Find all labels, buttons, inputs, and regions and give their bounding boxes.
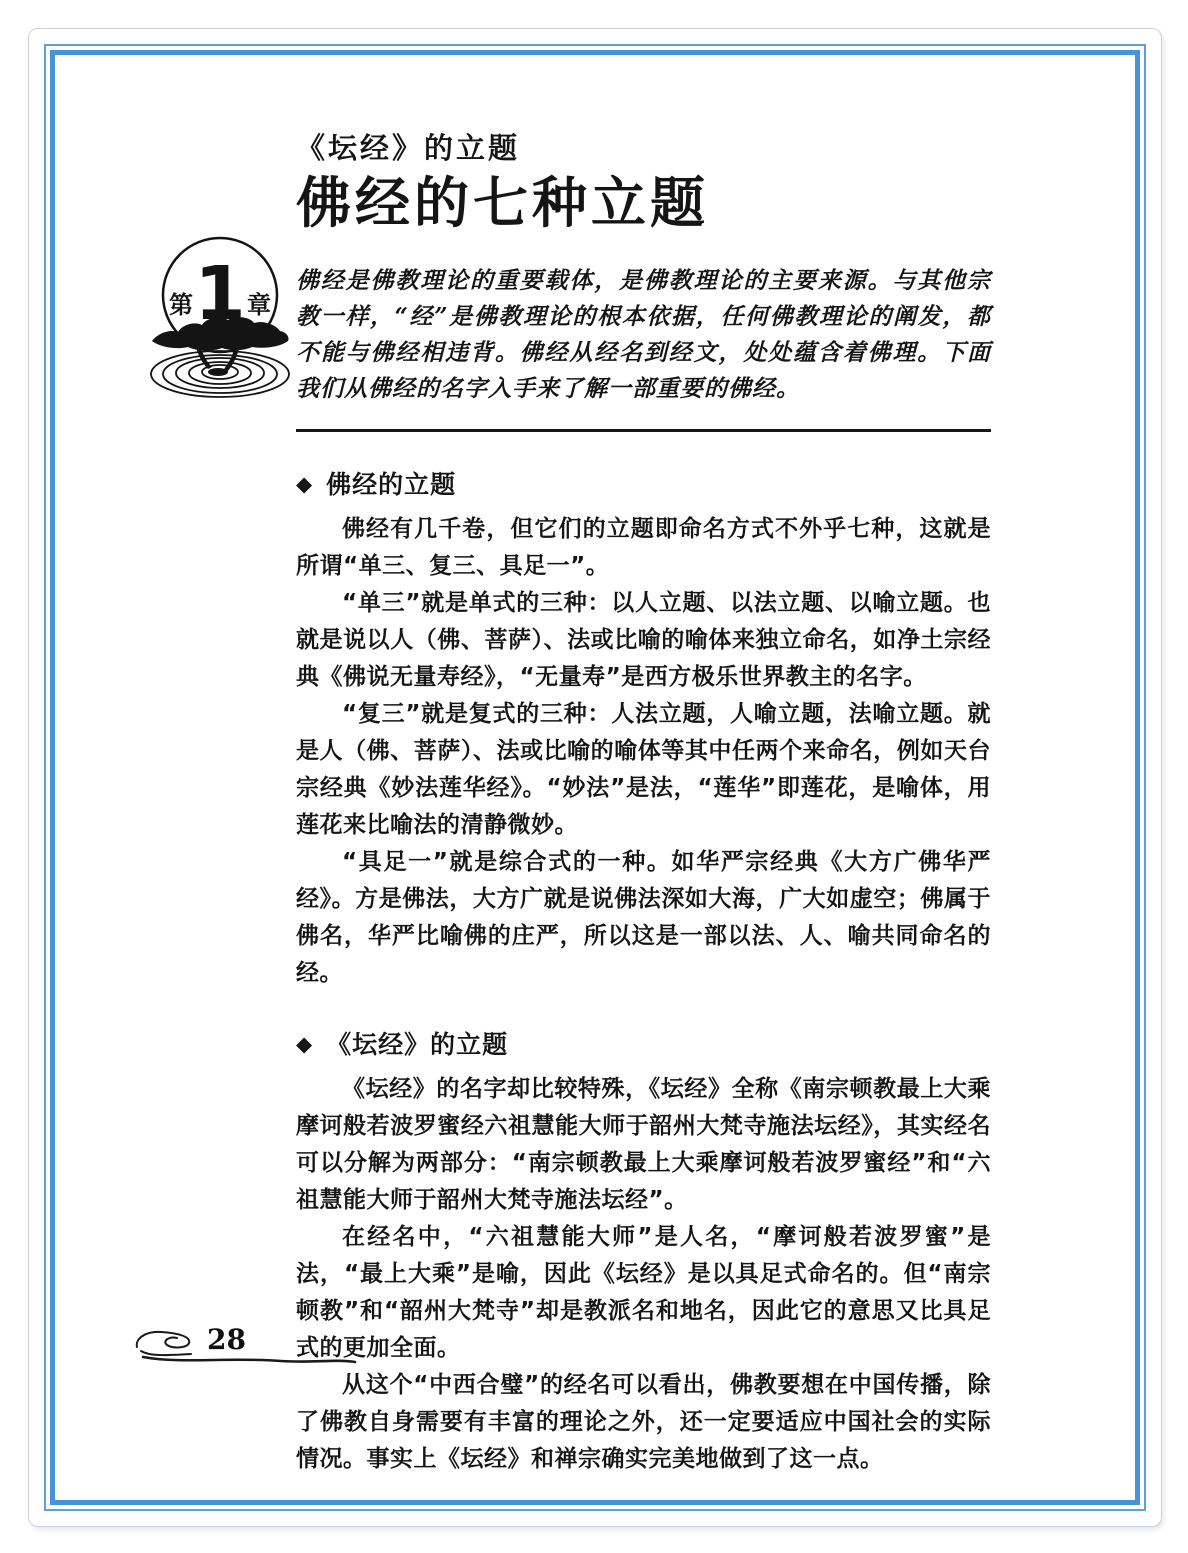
chapter-suffix: 章 [247, 291, 271, 319]
diamond-bullet-icon: ◆ [296, 1031, 314, 1056]
diamond-bullet-icon: ◆ [296, 471, 314, 496]
chapter-number: 1 [194, 251, 246, 337]
body-paragraph: 佛经有几千卷，但它们的立题即命名方式不外乎七种，这就是所谓“单三、复三、具足一”。 [296, 516, 991, 579]
body-paragraph: “具足一”就是综合式的一种。如华严宗经典《大方广佛华严经》。方是佛法，大方广就是说佛法深如大海，广大如虚空；佛属于佛名，华严比喻佛的庄严，所以这是一部以法、人、喻共同命名的经。 [296, 849, 991, 986]
chapter-prefix: 第 [169, 291, 193, 319]
section-heading-2 [296, 1025, 991, 1061]
intro-paragraph: 佛经是佛教理论的重要载体，是佛教理论的主要来源。与其他宗教一样，“经”是佛教理论的根本依据，任何佛教理论的阐发，都不能与佛经相违背。佛经从经名到经文，处处蕴含着佛理。下面我们从佛经的名字入手来了解一部重要的佛经。 [296, 267, 991, 402]
body-paragraph: “复三”就是复式的三种：人法立题，人喻立题，法喻立题。就是人（佛、菩萨）、法或比喻的喻体等其中任两个来命名，例如天台宗经典《妙法莲华经》。“妙法”是法，“莲华”即莲花，是喻体，用莲花来比喻法的清静微妙。 [296, 701, 991, 838]
body-paragraph: 《坛经》的名字却比较特殊，《坛经》全称《南宗顿教最上大乘摩诃般若波罗蜜经六祖慧能大师于韶州大梵寺施法坛经》，其实经名可以分解为两部分：“南宗顿教最上大乘摩诃般若波罗蜜经”和“六祖慧能大师于韶州大梵寺施法坛经”。 [296, 1076, 991, 1213]
body-paragraph: 从这个“中西合璧”的经名可以看出，佛教要想在中国传播，除了佛教自身需要有丰富的理论之外，还一定要适应中国社会的实际情况。事实上《坛经》和禅宗确实完美地做到了这一点。 [296, 1372, 991, 1472]
section-heading-2-label: 《坛经》的立题 [326, 1030, 509, 1059]
page-number: 28 [207, 1323, 246, 1356]
page-footer [131, 1321, 361, 1373]
section-heading-1 [296, 465, 991, 501]
page-title: 佛经的七种立题 [296, 171, 710, 235]
body-paragraph: 在经名中，“六祖慧能大师”是人名，“摩诃般若波罗蜜”是法，“最上大乘”是喻，因此《坛经》是以具足式命名的。但“南宗顿教”和“韶州大梵寺”却是教派名和地名，因此它的意思又比具足式的更加全面。 [296, 1224, 991, 1361]
chapter-badge [144, 233, 296, 401]
cloud-flourish-icon [131, 1321, 361, 1373]
section-divider [296, 429, 991, 432]
page-sheet [28, 28, 1162, 1527]
body-paragraph: “单三”就是单式的三种：以人立题、以法立题、以喻立题。也就是说以人（佛、菩萨）、法或比喻的喻体来独立命名，如净土宗经典《佛说无量寿经》，“无量寿”是西方极乐世界教主的名字。 [296, 590, 991, 690]
section-heading-1-label: 佛经的立题 [326, 470, 457, 499]
kicker-title: 《坛经》的立题 [296, 131, 521, 165]
